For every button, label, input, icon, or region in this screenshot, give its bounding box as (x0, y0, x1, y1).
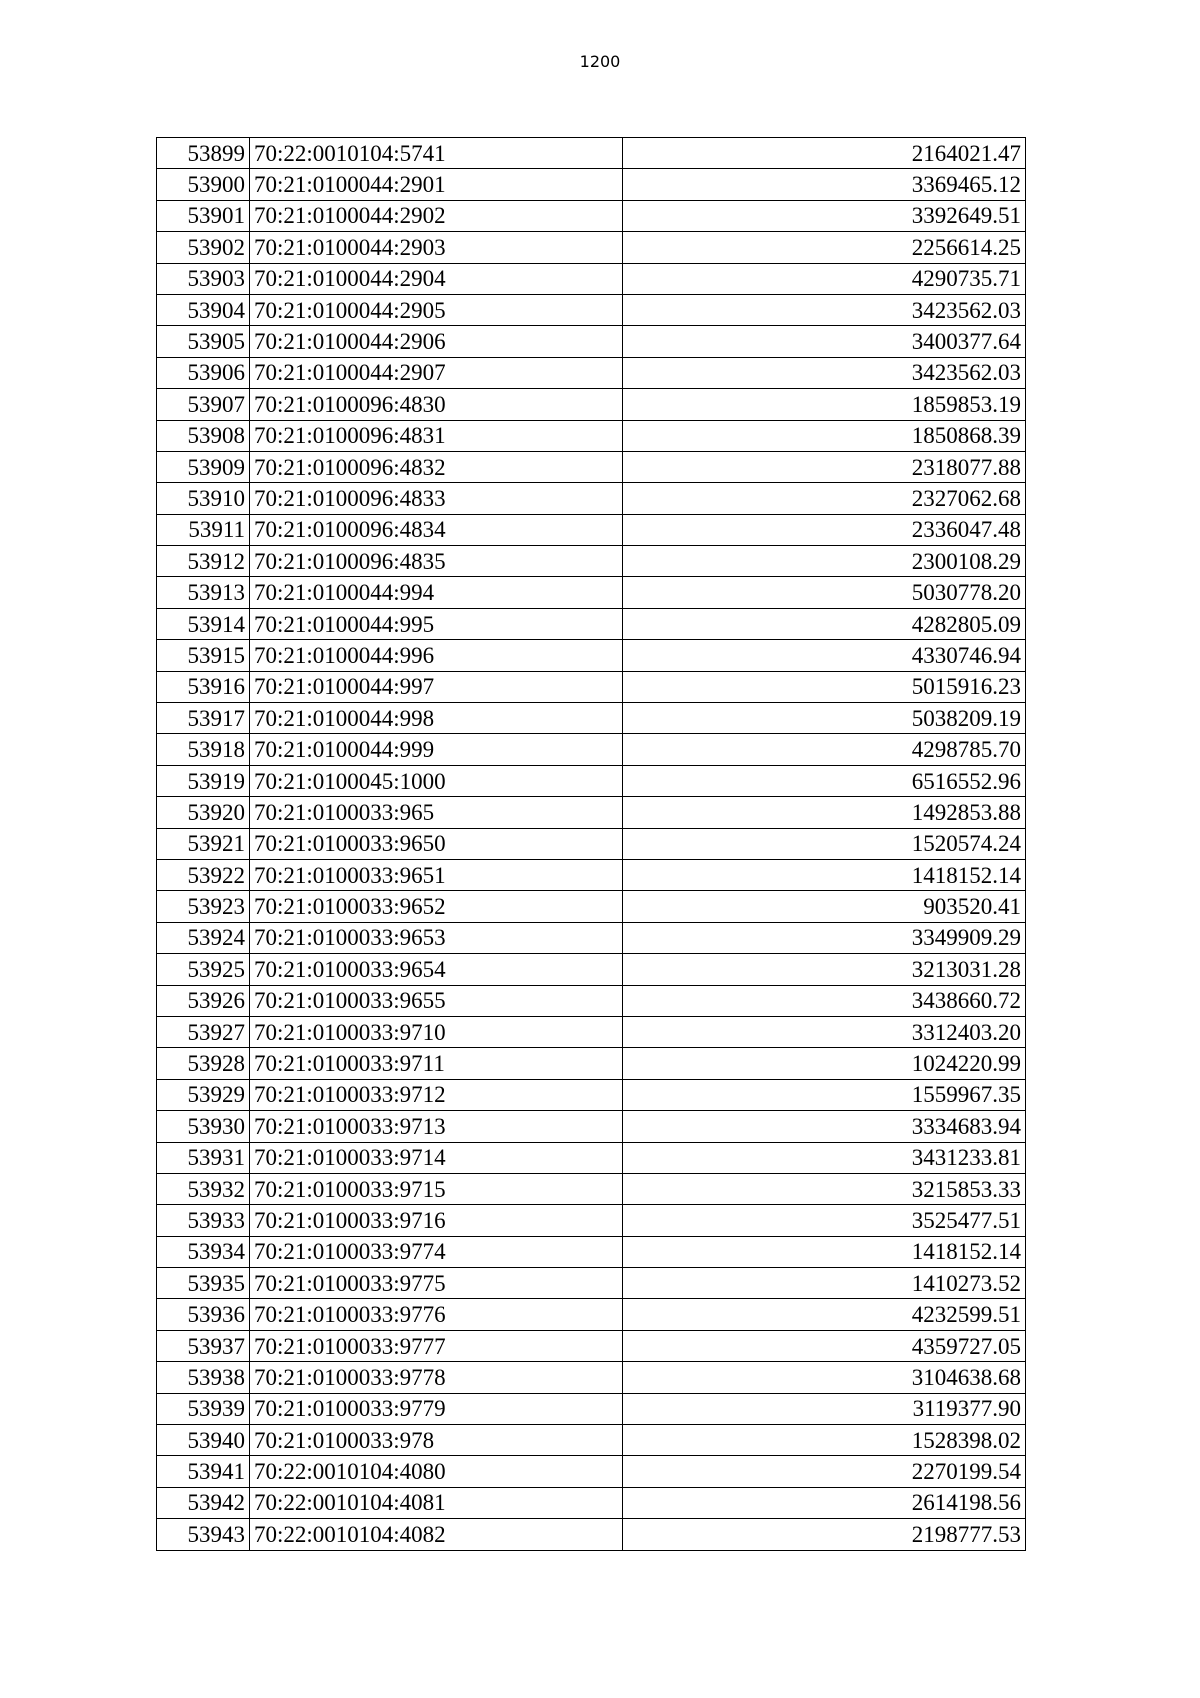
value-cell: 2300108.29 (623, 546, 1026, 577)
row-number-cell: 53915 (157, 640, 250, 671)
cadastral-number-cell: 70:21:0100033:9712 (250, 1079, 623, 1110)
value-cell: 1559967.35 (623, 1079, 1026, 1110)
row-number-cell: 53919 (157, 765, 250, 796)
row-number-cell: 53900 (157, 169, 250, 200)
cadastral-number-cell: 70:21:0100045:1000 (250, 765, 623, 796)
table-row (157, 577, 1026, 608)
cadastral-number-cell: 70:21:0100044:2901 (250, 169, 623, 200)
cadastral-number-cell: 70:21:0100033:9655 (250, 985, 623, 1016)
cadastral-number-cell: 70:21:0100044:2903 (250, 232, 623, 263)
value-cell: 3104638.68 (623, 1362, 1026, 1393)
value-cell: 2327062.68 (623, 483, 1026, 514)
cadastral-number-cell: 70:22:0010104:4080 (250, 1456, 623, 1487)
row-number-cell: 53918 (157, 734, 250, 765)
page-number: 1200 (579, 52, 621, 71)
value-cell: 3431233.81 (623, 1142, 1026, 1173)
cadastral-number-cell: 70:21:0100033:9775 (250, 1268, 623, 1299)
cadastral-number-cell: 70:21:0100096:4830 (250, 389, 623, 420)
value-cell: 2198777.53 (623, 1519, 1026, 1550)
row-number-cell: 53940 (157, 1425, 250, 1456)
row-number-cell: 53912 (157, 546, 250, 577)
cadastral-number-cell: 70:21:0100033:9715 (250, 1173, 623, 1204)
row-number-cell: 53928 (157, 1048, 250, 1079)
table-row (157, 1330, 1026, 1361)
row-number-cell: 53935 (157, 1268, 250, 1299)
row-number-cell: 53941 (157, 1456, 250, 1487)
cadastral-number-cell: 70:21:0100044:997 (250, 671, 623, 702)
value-cell: 4290735.71 (623, 263, 1026, 294)
value-cell: 4359727.05 (623, 1330, 1026, 1361)
cadastral-number-cell: 70:21:0100033:9774 (250, 1236, 623, 1267)
cadastral-number-cell: 70:21:0100033:9650 (250, 828, 623, 859)
table-row (157, 640, 1026, 671)
registry-table-body (157, 138, 1026, 1551)
table-row (157, 671, 1026, 702)
row-number-cell: 53916 (157, 671, 250, 702)
table-row (157, 357, 1026, 388)
value-cell: 2336047.48 (623, 514, 1026, 545)
table-row (157, 200, 1026, 231)
value-cell: 2164021.47 (623, 138, 1026, 169)
value-cell: 5015916.23 (623, 671, 1026, 702)
table-row (157, 294, 1026, 325)
row-number-cell: 53933 (157, 1205, 250, 1236)
table-row (157, 389, 1026, 420)
value-cell: 3213031.28 (623, 954, 1026, 985)
value-cell: 1859853.19 (623, 389, 1026, 420)
cadastral-number-cell: 70:22:0010104:4082 (250, 1519, 623, 1550)
row-number-cell: 53939 (157, 1393, 250, 1424)
value-cell: 3349909.29 (623, 922, 1026, 953)
cadastral-number-cell: 70:21:0100033:9778 (250, 1362, 623, 1393)
row-number-cell: 53913 (157, 577, 250, 608)
cadastral-number-cell: 70:21:0100033:9654 (250, 954, 623, 985)
row-number-cell: 53909 (157, 451, 250, 482)
value-cell: 3423562.03 (623, 294, 1026, 325)
table-row (157, 1425, 1026, 1456)
cadastral-number-cell: 70:21:0100033:9776 (250, 1299, 623, 1330)
table-row (157, 1268, 1026, 1299)
table-row (157, 922, 1026, 953)
table-row (157, 263, 1026, 294)
table-row (157, 765, 1026, 796)
row-number-cell: 53906 (157, 357, 250, 388)
cadastral-number-cell: 70:21:0100044:2904 (250, 263, 623, 294)
row-number-cell: 53936 (157, 1299, 250, 1330)
cadastral-number-cell: 70:21:0100044:996 (250, 640, 623, 671)
cadastral-number-cell: 70:21:0100044:995 (250, 608, 623, 639)
cadastral-number-cell: 70:21:0100033:9651 (250, 859, 623, 890)
cadastral-number-cell: 70:21:0100044:2905 (250, 294, 623, 325)
table-row (157, 1299, 1026, 1330)
row-number-cell: 53924 (157, 922, 250, 953)
cadastral-number-cell: 70:21:0100033:9713 (250, 1111, 623, 1142)
value-cell: 5038209.19 (623, 703, 1026, 734)
value-cell: 1410273.52 (623, 1268, 1026, 1299)
cadastral-number-cell: 70:21:0100044:994 (250, 577, 623, 608)
cadastral-number-cell: 70:21:0100096:4831 (250, 420, 623, 451)
value-cell: 4282805.09 (623, 608, 1026, 639)
cadastral-number-cell: 70:21:0100033:9711 (250, 1048, 623, 1079)
table-row (157, 1393, 1026, 1424)
row-number-cell: 53920 (157, 797, 250, 828)
value-cell: 3369465.12 (623, 169, 1026, 200)
value-cell: 4330746.94 (623, 640, 1026, 671)
row-number-cell: 53904 (157, 294, 250, 325)
table-row (157, 546, 1026, 577)
cadastral-number-cell: 70:22:0010104:4081 (250, 1487, 623, 1518)
value-cell: 1024220.99 (623, 1048, 1026, 1079)
value-cell: 2614198.56 (623, 1487, 1026, 1518)
row-number-cell: 53934 (157, 1236, 250, 1267)
value-cell: 3438660.72 (623, 985, 1026, 1016)
row-number-cell: 53899 (157, 138, 250, 169)
row-number-cell: 53937 (157, 1330, 250, 1361)
row-number-cell: 53902 (157, 232, 250, 263)
row-number-cell: 53911 (157, 514, 250, 545)
table-row (157, 1048, 1026, 1079)
value-cell: 3525477.51 (623, 1205, 1026, 1236)
table-row (157, 1079, 1026, 1110)
cadastral-number-cell: 70:21:0100044:2902 (250, 200, 623, 231)
row-number-cell: 53905 (157, 326, 250, 357)
value-cell: 1520574.24 (623, 828, 1026, 859)
value-cell: 1418152.14 (623, 1236, 1026, 1267)
table-row (157, 232, 1026, 263)
row-number-cell: 53914 (157, 608, 250, 639)
table-row (157, 859, 1026, 890)
table-row (157, 891, 1026, 922)
cadastral-number-cell: 70:21:0100033:9716 (250, 1205, 623, 1236)
table-row (157, 1362, 1026, 1393)
row-number-cell: 53903 (157, 263, 250, 294)
table-row (157, 985, 1026, 1016)
cadastral-number-cell: 70:21:0100044:2907 (250, 357, 623, 388)
cadastral-number-cell: 70:21:0100096:4833 (250, 483, 623, 514)
table-row (157, 1173, 1026, 1204)
row-number-cell: 53922 (157, 859, 250, 890)
cadastral-number-cell: 70:21:0100096:4832 (250, 451, 623, 482)
cadastral-number-cell: 70:21:0100033:965 (250, 797, 623, 828)
table-row (157, 828, 1026, 859)
table-row (157, 1142, 1026, 1173)
cadastral-number-cell: 70:21:0100033:9779 (250, 1393, 623, 1424)
value-cell: 1850868.39 (623, 420, 1026, 451)
table-row (157, 326, 1026, 357)
value-cell: 3215853.33 (623, 1173, 1026, 1204)
row-number-cell: 53910 (157, 483, 250, 514)
value-cell: 3392649.51 (623, 200, 1026, 231)
value-cell: 2318077.88 (623, 451, 1026, 482)
row-number-cell: 53929 (157, 1079, 250, 1110)
value-cell: 3312403.20 (623, 1016, 1026, 1047)
table-row (157, 1519, 1026, 1550)
table-row (157, 703, 1026, 734)
cadastral-number-cell: 70:21:0100044:998 (250, 703, 623, 734)
row-number-cell: 53917 (157, 703, 250, 734)
table-row (157, 608, 1026, 639)
cadastral-number-cell: 70:21:0100044:2906 (250, 326, 623, 357)
row-number-cell: 53907 (157, 389, 250, 420)
value-cell: 6516552.96 (623, 765, 1026, 796)
row-number-cell: 53926 (157, 985, 250, 1016)
table-row (157, 138, 1026, 169)
value-cell: 1528398.02 (623, 1425, 1026, 1456)
table-row (157, 514, 1026, 545)
row-number-cell: 53923 (157, 891, 250, 922)
cadastral-number-cell: 70:21:0100033:9777 (250, 1330, 623, 1361)
value-cell: 3400377.64 (623, 326, 1026, 357)
row-number-cell: 53943 (157, 1519, 250, 1550)
table-row (157, 1236, 1026, 1267)
table-row (157, 1456, 1026, 1487)
row-number-cell: 53927 (157, 1016, 250, 1047)
value-cell: 3119377.90 (623, 1393, 1026, 1424)
value-cell: 5030778.20 (623, 577, 1026, 608)
table-row (157, 169, 1026, 200)
cadastral-number-cell: 70:21:0100096:4835 (250, 546, 623, 577)
row-number-cell: 53938 (157, 1362, 250, 1393)
value-cell: 903520.41 (623, 891, 1026, 922)
cadastral-number-cell: 70:21:0100033:9710 (250, 1016, 623, 1047)
row-number-cell: 53931 (157, 1142, 250, 1173)
cadastral-number-cell: 70:21:0100044:999 (250, 734, 623, 765)
row-number-cell: 53925 (157, 954, 250, 985)
registry-table (156, 137, 1026, 1551)
row-number-cell: 53901 (157, 200, 250, 231)
row-number-cell: 53921 (157, 828, 250, 859)
table-row (157, 797, 1026, 828)
value-cell: 2256614.25 (623, 232, 1026, 263)
cadastral-number-cell: 70:22:0010104:5741 (250, 138, 623, 169)
table-row (157, 420, 1026, 451)
table-row (157, 1487, 1026, 1518)
table-row (157, 1016, 1026, 1047)
value-cell: 4298785.70 (623, 734, 1026, 765)
table-row (157, 734, 1026, 765)
value-cell: 3423562.03 (623, 357, 1026, 388)
cadastral-number-cell: 70:21:0100033:9653 (250, 922, 623, 953)
table-row (157, 1111, 1026, 1142)
cadastral-number-cell: 70:21:0100033:9652 (250, 891, 623, 922)
table-row (157, 483, 1026, 514)
table-row (157, 451, 1026, 482)
value-cell: 1492853.88 (623, 797, 1026, 828)
value-cell: 4232599.51 (623, 1299, 1026, 1330)
value-cell: 1418152.14 (623, 859, 1026, 890)
value-cell: 3334683.94 (623, 1111, 1026, 1142)
table-row (157, 1205, 1026, 1236)
row-number-cell: 53932 (157, 1173, 250, 1204)
value-cell: 2270199.54 (623, 1456, 1026, 1487)
cadastral-number-cell: 70:21:0100096:4834 (250, 514, 623, 545)
row-number-cell: 53930 (157, 1111, 250, 1142)
table-row (157, 954, 1026, 985)
cadastral-number-cell: 70:21:0100033:978 (250, 1425, 623, 1456)
cadastral-number-cell: 70:21:0100033:9714 (250, 1142, 623, 1173)
row-number-cell: 53942 (157, 1487, 250, 1518)
row-number-cell: 53908 (157, 420, 250, 451)
